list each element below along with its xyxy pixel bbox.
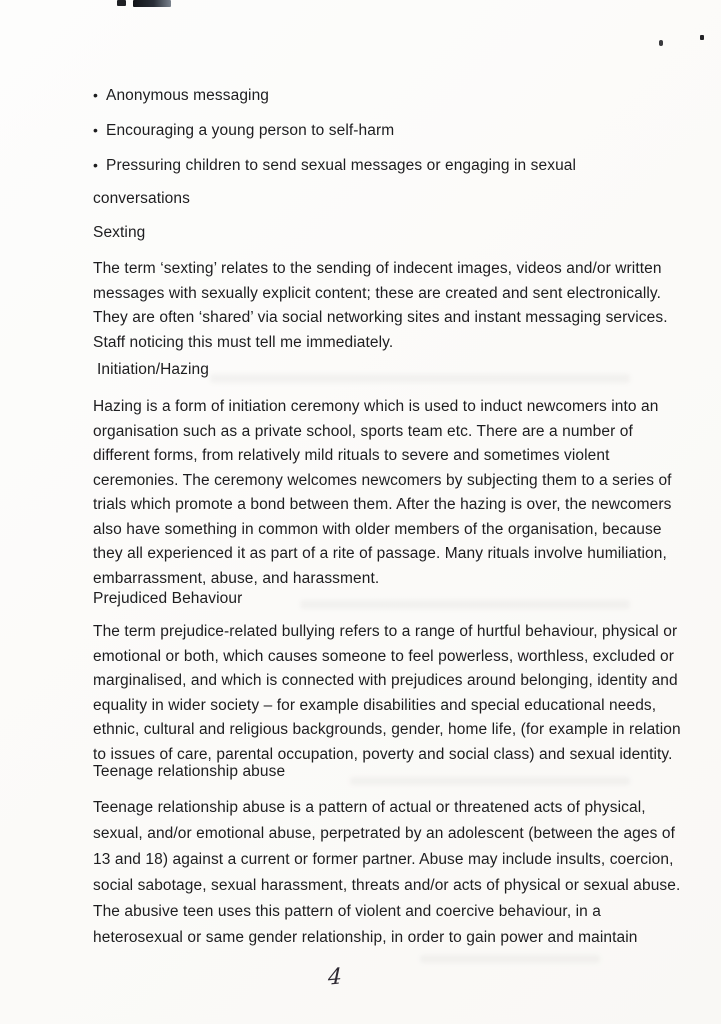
paragraph-line: Hazing is a form of initiation ceremony which is used to induct newcomers into an: [93, 398, 659, 415]
paragraph-line: they all experienced it as part of a rite of passage. Many rituals involve humiliation,: [93, 545, 667, 562]
paragraph-line: social sabotage, sexual harassment, threats and/or acts of physical or sexual abuse.: [93, 877, 681, 894]
paragraph-line: They are often ‘shared’ via social networking sites and instant messaging services.: [93, 309, 668, 326]
bullet-icon: •: [93, 122, 99, 138]
paragraph-hazing: [93, 395, 672, 591]
bleedthrough-smudge: [420, 955, 600, 963]
list-item: [93, 118, 653, 144]
scan-smudge-icon: [117, 0, 126, 6]
section-heading-teenage-relationship-abuse: Teenage relationship abuse: [93, 763, 286, 780]
paragraph-line: different forms, from relatively mild rituals to severe and sometimes violent: [93, 447, 610, 464]
paragraph-line: 13 and 18) against a current or former partner. Abuse may include insults, coercion,: [93, 851, 674, 868]
paragraph-line: ethnic, cultural and religious backgrounds, gender, home life, (for example in relation: [93, 721, 681, 738]
paragraph-line: The abusive teen uses this pattern of violent and coercive behaviour, in a: [93, 903, 602, 920]
scan-speck-icon: [700, 35, 704, 40]
paragraph-line: messages with sexually explicit content; these are created and sent electronically.: [93, 284, 662, 302]
bullet-text: Pressuring children to send sexual messages or engaging in sexual: [106, 157, 577, 174]
paragraph-line: to issues of care, parental occupation, poverty and social class) and sexual identity.: [93, 745, 673, 763]
paragraph-sexting: [93, 257, 668, 355]
paragraph-line: sexual, and/or emotional abuse, perpetrated by an adolescent (between the ages of: [93, 825, 675, 842]
scan-speck-icon: [659, 40, 663, 46]
paragraph-line: Teenage relationship abuse is a pattern of actual or threatened acts of physical,: [93, 799, 646, 816]
scan-smudge-icon: [133, 0, 171, 7]
list-item: [93, 153, 653, 179]
paragraph-line: trials which promote a bond between them. After the hazing is over, the newcomers: [93, 496, 672, 513]
paragraph-line: organisation such as a private school, sports team etc. There are a number of: [93, 422, 633, 440]
paragraph-line: ceremonies. The ceremony welcomes newcomers by subjecting them to a series of: [93, 471, 672, 489]
paragraph-line: also have something in common with older members of the organisation, because: [93, 520, 662, 538]
list-item: [93, 83, 653, 109]
bullet-continuation-text: conversations: [93, 190, 190, 207]
paragraph-line: equality in wider society – for example disabilities and special educational needs,: [93, 696, 657, 714]
section-heading-sexting: Sexting: [93, 224, 146, 241]
paragraph-line: The term prejudice-related bullying refers to a range of hurtful behaviour, physical or: [93, 623, 678, 640]
paragraph-line: The term ‘sexting’ relates to the sending of indecent images, videos and/or written: [93, 260, 662, 277]
paragraph-teenage: [93, 795, 681, 951]
section-heading-initiation-hazing: Initiation/Hazing: [97, 361, 209, 378]
paragraph-line: emotional or both, which causes someone to feel powerless, worthless, excluded or: [93, 647, 675, 665]
section-heading-prejudiced-behaviour: Prejudiced Behaviour: [93, 590, 243, 607]
bullet-icon: •: [93, 87, 99, 103]
paragraph-line: embarrassment, abuse, and harassment.: [93, 569, 380, 587]
bullet-text: Encouraging a young person to self-harm: [106, 122, 395, 139]
paragraph-prejudiced: [93, 620, 681, 767]
paragraph-line: Staff noticing this must tell me immediately.: [93, 333, 394, 351]
bullet-icon: •: [93, 157, 99, 173]
bullet-text: Anonymous messaging: [106, 87, 270, 104]
paragraph-line: heterosexual or same gender relationship, in order to gain power and maintain: [93, 929, 638, 946]
paragraph-line: marginalised, and which is connected with prejudices around belonging, identity and: [93, 672, 678, 689]
page-number: 4: [327, 964, 343, 991]
